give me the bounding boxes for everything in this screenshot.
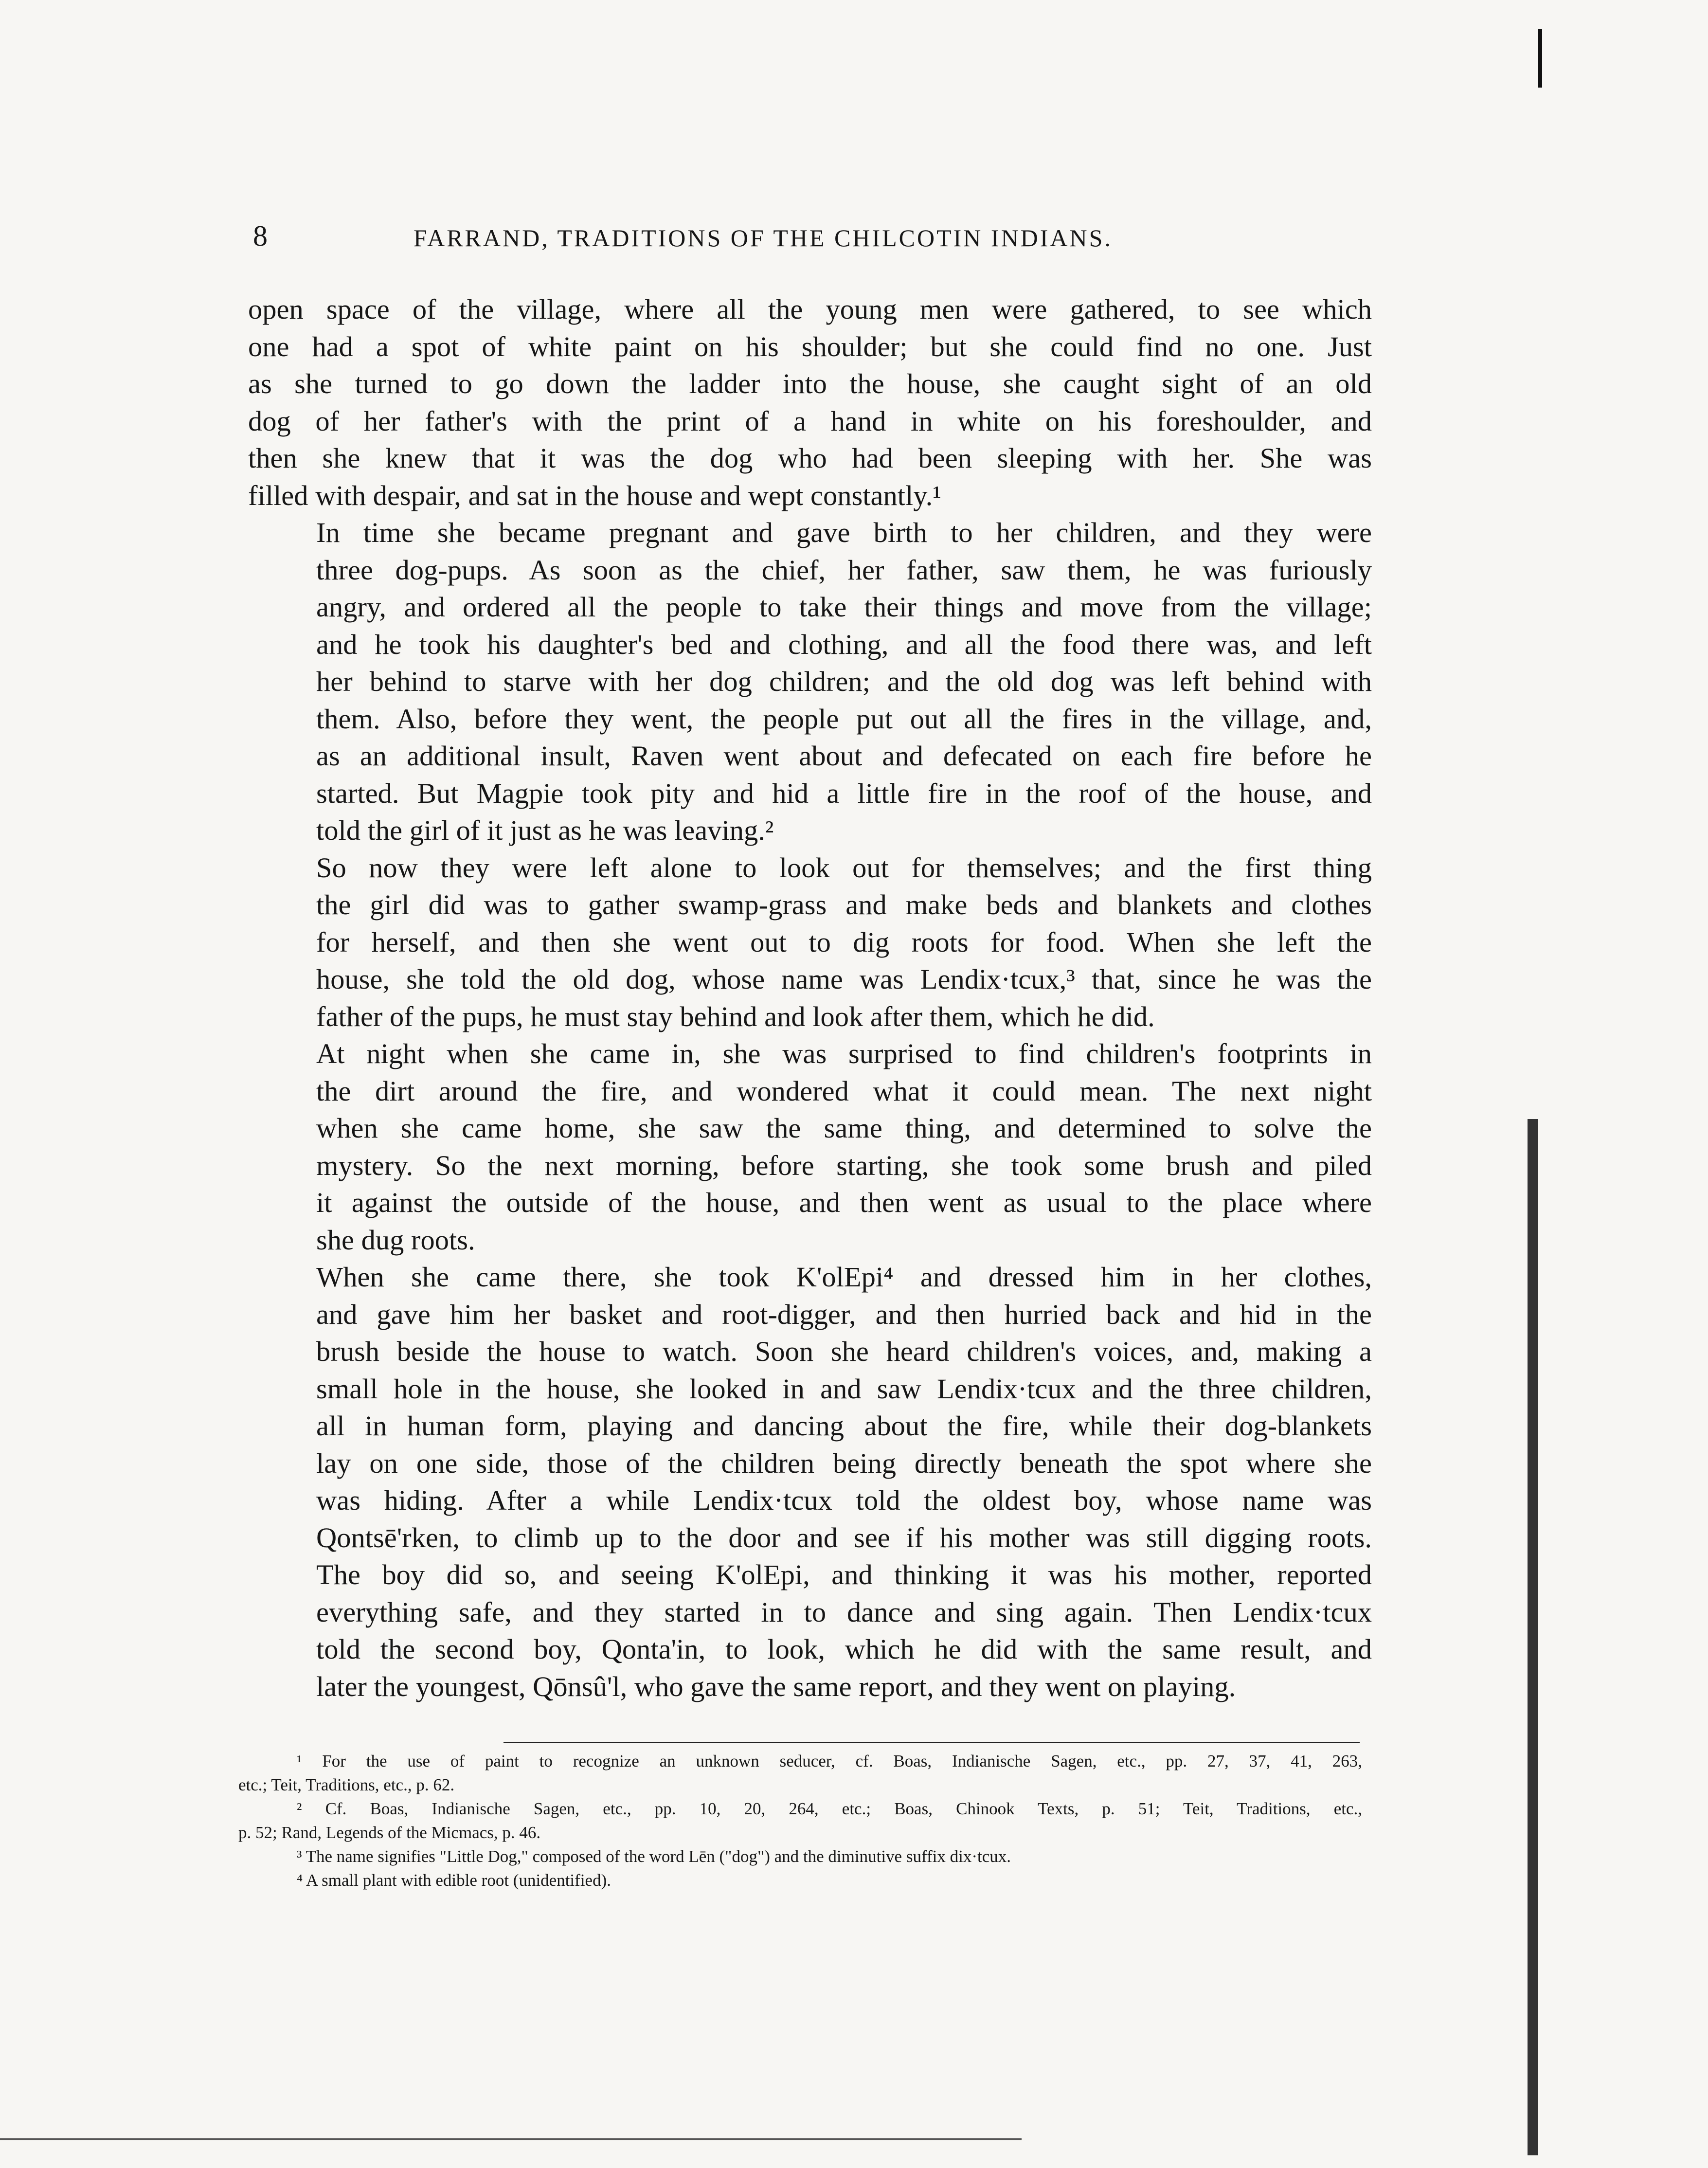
paragraph: [248, 849, 1372, 1036]
body-text: [248, 291, 1372, 1705]
text-line: father of the pups, he must stay behind and look after them, which he did.: [316, 1000, 1155, 1032]
text-line: told the second boy, Qonta'in, to look, which he did with the same result, and: [316, 1633, 1372, 1665]
text-line: angry, and ordered all the people to take their things and move from the village;: [316, 591, 1372, 623]
scan-mark-top-right: [1538, 29, 1542, 88]
text-line: as an additional insult, Raven went about and defecated on each fire before he: [316, 740, 1372, 772]
text-line: three dog-pups. As soon as the chief, her father, saw them, he was furiously: [316, 554, 1372, 586]
text-line: it against the outside of the house, and then went as usual to the place where: [316, 1187, 1372, 1218]
text-line: When she came there, she took K'olEpi⁴ and dressed him in her clothes,: [316, 1261, 1372, 1293]
text-line: mystery. So the next morning, before starting, she took some brush and piled: [316, 1149, 1372, 1181]
text-line: lay on one side, those of the children being directly beneath the spot where she: [316, 1447, 1372, 1479]
scan-rule-bottom: [0, 2138, 1022, 2140]
footnote-line: ² Cf. Boas, Indianische Sagen, etc., pp. 10, 20, 264, etc.; Boas, Chinook Texts, p. 51; Teit, Traditions, etc.,: [297, 1799, 1362, 1818]
running-head: FARRAND, TRADITIONS OF THE CHILCOTIN INDIANS.: [414, 224, 1113, 252]
text-line: all in human form, playing and dancing about the fire, while their dog-blankets: [316, 1410, 1372, 1442]
footnote-rule: [503, 1742, 1360, 1743]
text-line: was hiding. After a while Lendix·tcux told the oldest boy, whose name was: [316, 1484, 1372, 1516]
text-line: told the girl of it just as he was leaving.²: [316, 814, 774, 846]
text-line: Qontsē'rken, to climb up to the door and see if his mother was still digging roots.: [316, 1521, 1372, 1554]
text-line: The boy did so, and seeing K'olEpi, and thinking it was his mother, reported: [316, 1559, 1372, 1590]
text-line: At night when she came in, she was surprised to find children's footprints in: [316, 1038, 1372, 1069]
text-line: them. Also, before they went, the people put out all the fires in the village, and,: [316, 703, 1372, 735]
footnote: [238, 1868, 1362, 1892]
text-line: small hole in the house, she looked in and saw Lendix·tcux and the three children,: [316, 1373, 1372, 1405]
paragraph: [248, 1259, 1372, 1705]
footnote-line: ⁴ A small plant with edible root (unidentified).: [297, 1871, 611, 1890]
text-line: her behind to starve with her dog children; and the old dog was left behind with: [316, 666, 1372, 697]
text-line: later the youngest, Qōnsû'l, who gave the same report, and they went on playing.: [316, 1670, 1236, 1702]
paragraph: [248, 514, 1372, 849]
text-line: In time she became pregnant and gave birth to her children, and they were: [316, 517, 1372, 548]
text-line: filled with despair, and sat in the house and wept constantly.¹: [248, 479, 941, 511]
paragraph: [248, 291, 1372, 514]
text-line: when she came home, she saw the same thing, and determined to solve the: [316, 1112, 1372, 1144]
footnote-line: ³ The name signifies "Little Dog," composed of the word Lēn ("dog") and the diminutive suffix dix·tcux.: [297, 1847, 1011, 1866]
text-line: as she turned to go down the ladder into the house, she caught sight of an old: [248, 368, 1372, 399]
text-line: and gave him her basket and root-digger, and then hurried back and hid in the: [316, 1298, 1372, 1330]
text-line: then she knew that it was the dog who had been sleeping with her. She was: [248, 442, 1372, 474]
text-line: the dirt around the fire, and wondered what it could mean. The next night: [316, 1075, 1372, 1107]
text-line: the girl did was to gather swamp-grass and make beds and blankets and clothes: [316, 889, 1372, 921]
text-line: dog of her father's with the print of a hand in white on his foreshoulder, and: [248, 405, 1372, 437]
text-line: everything safe, and they started in to dance and sing again. Then Lendix·tcux: [316, 1596, 1372, 1628]
text-line: for herself, and then she went out to dig roots for food. When she left the: [316, 926, 1372, 958]
text-line: one had a spot of white paint on his shoulder; but she could find no one. Just: [248, 330, 1372, 362]
footnote-line: ¹ For the use of paint to recognize an unknown seducer, cf. Boas, Indianische Sagen, etc., pp. 27, 37, 41, 263,: [297, 1752, 1362, 1771]
footnote-line: etc.; Teit, Traditions, etc., p. 62.: [238, 1775, 455, 1794]
paragraph: [248, 1035, 1372, 1259]
footnote: [238, 1844, 1362, 1868]
text-line: she dug roots.: [316, 1224, 475, 1256]
text-line: and he took his daughter's bed and clothing, and all the food there was, and left: [316, 628, 1372, 660]
footnote: [238, 1749, 1362, 1797]
text-line: brush beside the house to watch. Soon she heard children's voices, and, making a: [316, 1336, 1372, 1367]
binding-edge-shadow: [1528, 1119, 1538, 2155]
footnotes: [238, 1749, 1362, 1892]
page-header: [253, 219, 1372, 253]
footnote-line: p. 52; Rand, Legends of the Micmacs, p. 46.: [238, 1823, 541, 1842]
text-line: started. But Magpie took pity and hid a little fire in the roof of the house, and: [316, 777, 1372, 809]
text-line: house, she told the old dog, whose name was Lendix·tcux,³ that, since he was the: [316, 963, 1372, 995]
text-line: open space of the village, where all the young men were gathered, to see which: [248, 293, 1372, 325]
page-number: 8: [253, 220, 268, 252]
footnote: [238, 1797, 1362, 1844]
text-line: So now they were left alone to look out for themselves; and the first thing: [316, 851, 1372, 884]
